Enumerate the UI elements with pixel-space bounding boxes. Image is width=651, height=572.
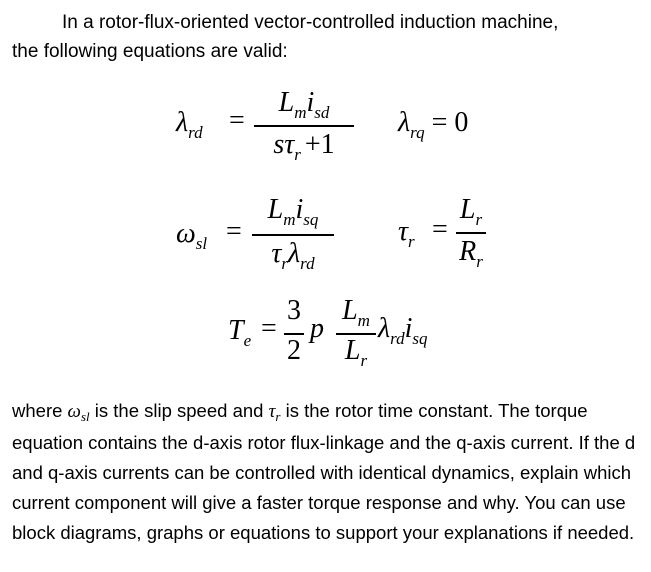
eq3-num-i: i [295, 194, 304, 225]
question-tau-sub: r [275, 409, 281, 424]
intro-line-2: the following equations are valid: [12, 41, 288, 62]
eq5-p: p [310, 313, 324, 344]
eq1-lhs-symbol: λ [176, 107, 189, 138]
eq1-den-sub: r [294, 145, 301, 164]
eq4-denominator [456, 236, 486, 271]
intro-paragraph [12, 8, 642, 66]
eq5-ratio-num-L: L [342, 295, 358, 326]
question-omega-symbol: ω [67, 401, 81, 422]
eq4-fraction-bar [456, 232, 486, 234]
eq5-ratio-den-sub: r [360, 351, 368, 370]
eq3-den-lambda-sub: rd [300, 254, 315, 273]
eq2-lhs-sub: rq [410, 123, 425, 142]
eq5-lhs-symbol: T [228, 315, 244, 346]
eq5-ratio-den [336, 335, 376, 370]
eq4-equals: = [432, 214, 448, 245]
eq1-num-i-sub: sd [314, 103, 330, 122]
eq5-lambda: λ [378, 313, 391, 344]
eq5-coef-num: 3 [287, 295, 301, 326]
eq5-inductance-ratio [336, 293, 376, 378]
question-text-1: where [12, 400, 68, 421]
eq1-equals: = [229, 105, 245, 136]
equation-rotor-time-constant [398, 192, 508, 277]
eq5-ratio-num-sub: m [357, 311, 370, 330]
eq5-lhs [228, 315, 252, 350]
eq3-num-i-sub: sq [303, 210, 319, 229]
eq5-coef-den: 2 [287, 335, 301, 366]
equation-torque [228, 293, 468, 378]
eq5-lambda-sub: rd [390, 329, 405, 348]
eq1-fraction-bar [254, 125, 354, 127]
eq4-den-sub: r [476, 252, 483, 271]
eq1-den-tail: +1 [304, 129, 335, 160]
equation-rotor-flux-d [176, 85, 366, 165]
eq3-lhs [176, 218, 208, 253]
eq5-lhs-sub: e [243, 331, 252, 350]
question-tau-symbol: τ [268, 401, 276, 422]
eq4-lhs-sub: r [408, 232, 415, 251]
eq3-lhs-symbol: ω [176, 218, 196, 249]
equation-rotor-flux-q [398, 107, 508, 147]
eq1-lhs [176, 107, 203, 142]
eq3-fraction [252, 190, 334, 275]
question-text-3: is the rotor time constant. The torque equation contains the d-axis rotor flux-linkage and the q-axis current. If the d and q-axis currents can be controlled with identical dynamics, explain which current component will give a faster torque response and why. You can use block diagrams, graphs or equations to support your explanations if needed. [12, 400, 636, 543]
eq3-den-tau: τ [271, 238, 282, 269]
eq1-num-i: i [306, 87, 315, 118]
eq4-lhs [398, 216, 415, 251]
question-text-2: is the slip speed and [89, 400, 269, 421]
eq3-equals: = [226, 216, 242, 247]
eq1-lhs-sub: rd [188, 123, 203, 142]
eq3-num-L: L [267, 194, 284, 225]
question-omega-sub: sl [80, 409, 90, 424]
eq5-ratio-den-L: L [344, 335, 361, 366]
eq1-num-L: L [278, 87, 295, 118]
eq1-denominator [254, 129, 354, 164]
eq1-num-L-sub: m [294, 103, 307, 122]
eq1-fraction [254, 85, 354, 165]
eq5-tail [378, 313, 428, 348]
eq5-ratio-num [336, 295, 376, 330]
equation-slip-speed [176, 190, 346, 275]
eq5-coefficient [284, 293, 304, 378]
question-paragraph [12, 396, 644, 548]
eq3-numerator [252, 194, 334, 229]
eq3-fraction-bar [252, 234, 334, 236]
eq3-den-tau-sub: r [281, 254, 288, 273]
eq5-i: i [404, 313, 413, 344]
eq4-numerator [456, 194, 486, 229]
eq4-num-L: L [459, 194, 476, 225]
eq5-equals: = [261, 313, 277, 344]
intro-line-1: In a rotor-flux-oriented vector-controlled induction machine, [62, 12, 559, 33]
eq4-lhs-symbol: τ [398, 216, 409, 247]
eq3-num-L-sub: m [283, 210, 296, 229]
eq3-lhs-sub: sl [195, 234, 208, 253]
eq4-fraction [456, 192, 486, 277]
eq4-num-sub: r [475, 210, 483, 229]
eq2-lhs-symbol: λ [398, 107, 411, 138]
eq2-rhs: = 0 [431, 107, 469, 138]
eq1-numerator [254, 87, 354, 122]
eq3-den-lambda: λ [288, 238, 301, 269]
eq4-den-R: R [459, 236, 477, 267]
eq5-i-sub: sq [412, 329, 428, 348]
eq1-den-stau: sτ [273, 129, 295, 160]
eq3-denominator [252, 238, 334, 273]
